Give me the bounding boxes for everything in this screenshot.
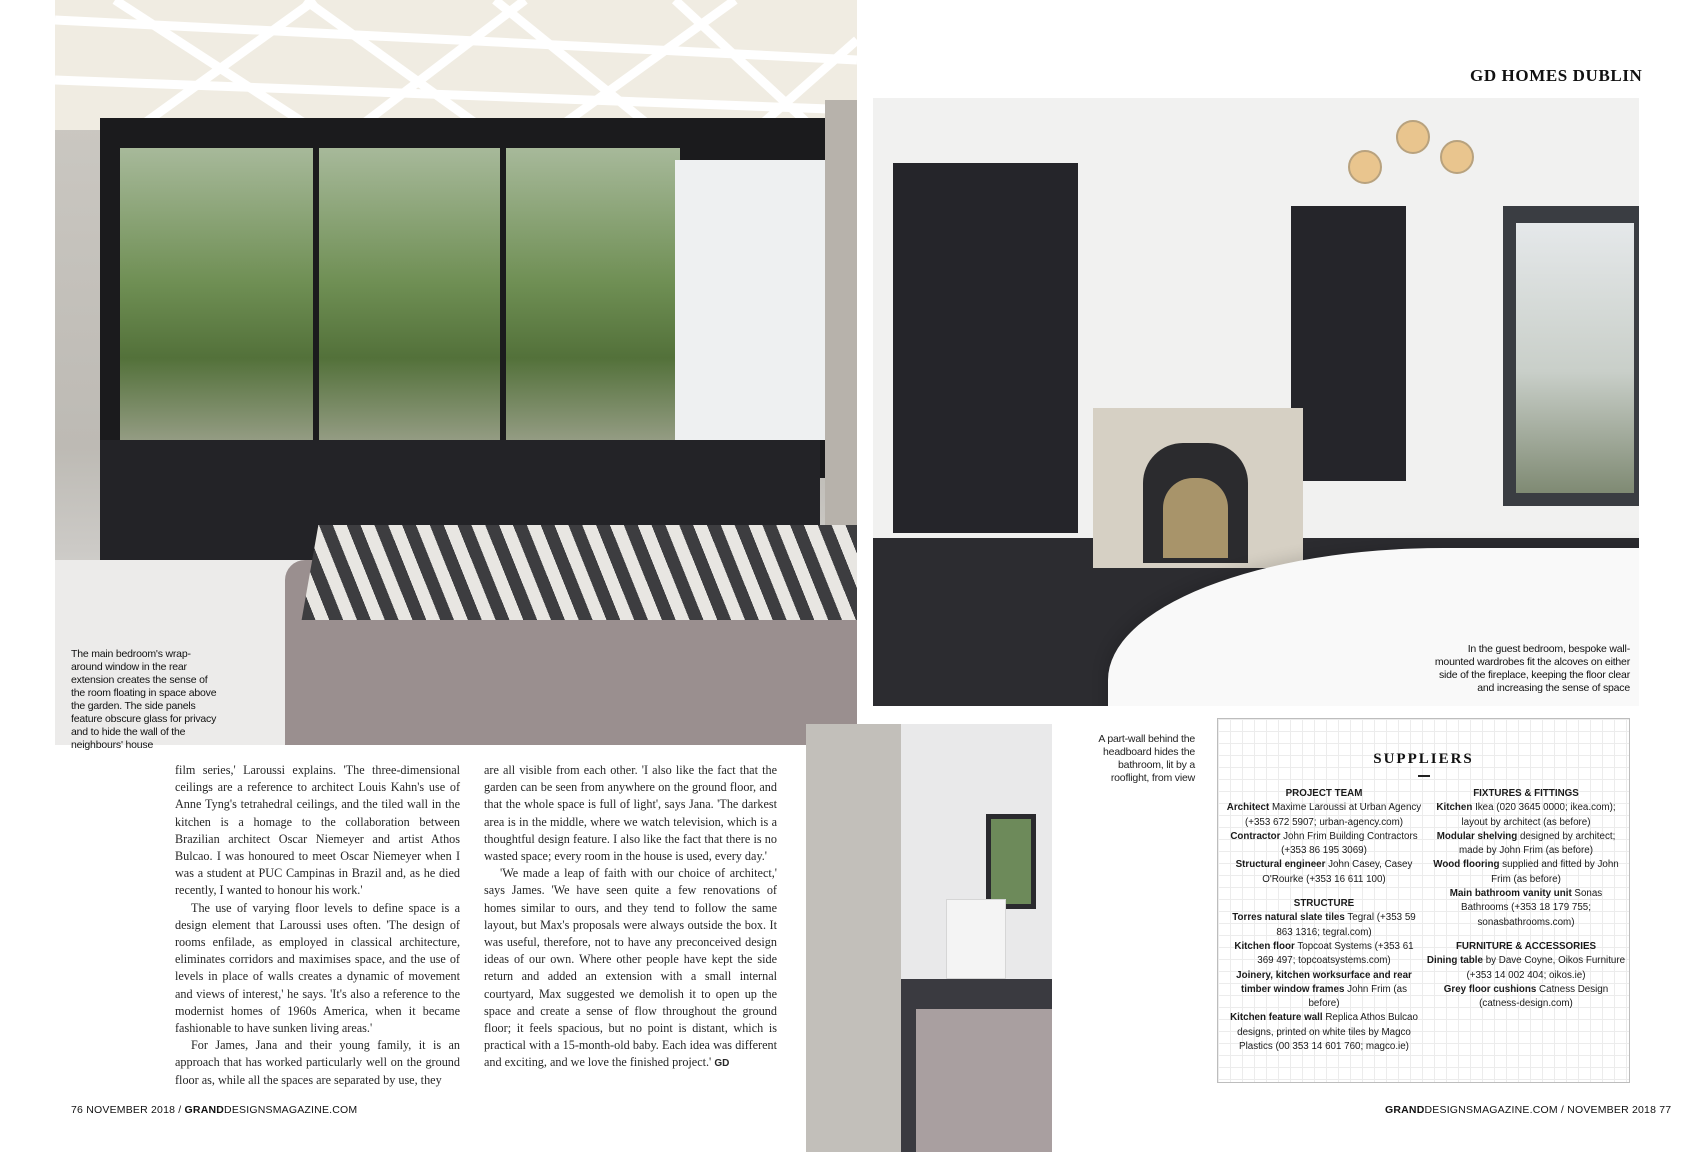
supplier-section-heading: FIXTURES & FITTINGS <box>1473 788 1579 799</box>
article-paragraph: For James, Jana and their young family, it is an approach that has worked particularly well on the ground floor as, while all the spaces are separated by use, they <box>175 1038 460 1087</box>
suppliers-box <box>1217 718 1630 1083</box>
end-mark-logo: GD <box>714 1058 730 1070</box>
pendant-light <box>1348 120 1478 190</box>
supplier-entry <box>1226 1011 1422 1054</box>
supplier-details: designed by architect; made by John Frim (as before) <box>1459 830 1616 857</box>
footer-site: DESIGNSMAGAZINE.COM <box>224 1104 358 1116</box>
bathroom-window <box>986 814 1036 909</box>
suppliers-column-left <box>1226 787 1422 1054</box>
supplier-label: Wood flooring <box>1433 859 1500 871</box>
tetrahedral-ceiling <box>55 0 857 130</box>
section-header: GD HOMES DUBLIN <box>1470 66 1643 85</box>
footer-site-brand: GRAND <box>184 1104 225 1116</box>
main-bedroom-photo <box>55 0 857 745</box>
suppliers-column-right <box>1426 787 1626 1011</box>
guest-bedroom-caption: In the guest bedroom, bespoke wall-mounted wardrobes fit the alcoves on either side of the fireplace, keeping the floor clear and increasing the sense of space <box>1434 643 1630 694</box>
supplier-details: Sonas Bathrooms (+353 18 179 755; sonasbathrooms.com) <box>1461 888 1603 928</box>
article-paragraph-text: 'We made a leap of faith with our choice of architect,' says James. 'We have seen quite a few renovations of homes similar to ours, and they tend to follow the same layout, but Max's proposals were always outside the box. It was useful, therefore, not to have any preconceived design ideas of our own. Where other people have kept the side return and added an extension with a small internal courtyard, Max suggested we demolish it to open up the space and create a sense of flow throughout the ground floor; it feels spacious, but no point is distant, which is practical with a 15-month-old baby. Each idea was different and exciting, and we love the finished project.' <box>484 866 777 1070</box>
supplier-label: Structural engineer <box>1235 859 1326 871</box>
chevron-throw <box>302 525 857 620</box>
supplier-label: Kitchen floor <box>1234 940 1295 952</box>
supplier-entry <box>1226 801 1422 830</box>
supplier-entry <box>1426 983 1626 1012</box>
wardrobe-right <box>1291 206 1406 481</box>
supplier-details: John Frim (as before) <box>1308 983 1408 1010</box>
supplier-entry <box>1226 911 1422 940</box>
footer-date: / NOVEMBER 2018 <box>1557 1104 1660 1116</box>
window-mullion <box>500 148 506 448</box>
supplier-label: Dining table <box>1426 955 1483 967</box>
supplier-label: Architect <box>1226 802 1270 814</box>
supplier-label: Torres natural slate tiles <box>1232 912 1345 924</box>
obscure-glass-panel <box>675 160 825 440</box>
footer-site-brand: GRAND <box>1385 1104 1425 1116</box>
supplier-label: Kitchen <box>1436 802 1473 814</box>
supplier-section-heading: PROJECT TEAM <box>1285 788 1363 799</box>
footer-site: DESIGNSMAGAZINE.COM <box>1424 1104 1558 1116</box>
supplier-entry <box>1426 887 1626 930</box>
main-bedroom-caption: The main bedroom's wrap-around window in the rear extension creates the sense of the room floating in space above the garden. The side panels feature obscure glass for privacy and to hide the wall of the neighbours' house <box>71 648 217 751</box>
supplier-label: Main bathroom vanity unit <box>1449 888 1572 900</box>
supplier-entry <box>1426 858 1626 887</box>
wardrobe-left <box>893 163 1078 533</box>
article-column-1 <box>175 762 460 1089</box>
footer-right <box>1385 1104 1671 1116</box>
supplier-details: Maxime Laroussi at Urban Agency (+353 672 5907; urban-agency.com) <box>1244 802 1422 828</box>
supplier-label: Contractor <box>1230 830 1281 842</box>
window-mullion <box>313 148 319 448</box>
bathroom-photo <box>806 724 1052 1152</box>
supplier-entry <box>1426 830 1626 859</box>
supplier-entry <box>1226 858 1422 887</box>
supplier-details: by Dave Coyne, Oikos Furniture (+353 14 002 404; oikos.ie) <box>1466 955 1626 981</box>
title-rule <box>1418 775 1430 777</box>
window-view <box>1516 223 1634 493</box>
supplier-details: John Frim Building Contractors (+353 86 195 3069) <box>1280 830 1418 857</box>
supplier-details: Topcoat Systems (+353 61 369 497; topcoatsystems.com) <box>1257 940 1414 967</box>
supplier-details: John Casey, Casey O'Rourke (+353 16 611 100) <box>1262 859 1413 885</box>
supplier-entry <box>1226 940 1422 969</box>
supplier-details: Replica Athos Bulcao designs, printed on white tiles by Magco Plastics (00 353 14 601 760; magco.ie) <box>1237 1012 1418 1053</box>
footer-date: NOVEMBER 2018 / <box>83 1104 185 1116</box>
supplier-details: Tegral (+353 59 863 1316; tegral.com) <box>1276 912 1416 938</box>
article-paragraph: The use of varying floor levels to define space is a design element that Laroussi uses often. 'The design of rooms enfilade, as employed in classical architecture, eliminates corridors and maximises space, and the use of levels in place of walls creates a dynamic of movement and views of interest,' he says. 'It's also a reference to the modernist homes of 1960s America, when it became fashionable to have sunken living areas.' <box>175 900 460 1036</box>
supplier-entry <box>1426 801 1626 830</box>
supplier-label: Joinery, kitchen worksurface and rear timber window frames <box>1236 969 1412 995</box>
article-paragraph: film series,' Laroussi explains. 'The three-dimensional ceilings are a reference to architect Louis Kahn's use of Anne Tyng's tetrahedral ceilings, and the tiled wall in the kitchen is a homage to the collaboration between Brazilian architect Oscar Niemeyer and artist Athos Bulcao. I was honoured to meet Oscar Niemeyer when I was a student at PUC Campinas in Brazil and, as he died recently, I wanted to honour his work.' <box>175 763 460 898</box>
page-number: 76 <box>71 1104 84 1116</box>
ceiling-pattern <box>55 0 857 130</box>
supplier-entry <box>1426 954 1626 983</box>
article-paragraph-final <box>484 865 777 1072</box>
page-number: 77 <box>1659 1104 1672 1116</box>
supplier-section-heading: STRUCTURE <box>1293 898 1355 910</box>
article-column-2 <box>484 762 777 1073</box>
supplier-details: Ikea (020 3645 0000; ikea.com); layout by architect (as before) <box>1461 802 1616 828</box>
fireplace-insert <box>1163 478 1228 558</box>
supplier-details: Catness Design (catness-design.com) <box>1479 983 1609 1010</box>
supplier-section-heading: FURNITURE & ACCESSORIES <box>1455 940 1597 952</box>
supplier-label: Grey floor cushions <box>1443 983 1537 995</box>
supplier-label: Kitchen feature wall <box>1230 1012 1323 1024</box>
vanity-unit <box>946 899 1006 979</box>
supplier-entry <box>1226 969 1422 1012</box>
article-paragraph: are all visible from each other. 'I also like the fact that the garden can be seen from anywhere on the ground floor, and that the whole space is full of light', says Jana. 'The darkest area is in the middle, where we watch television, which is a thoughtful design feature. I also like the fact that there is no wasted space; every room in the house is used, every day.' <box>484 763 777 864</box>
footer-left <box>71 1104 357 1116</box>
guest-bedroom-photo <box>873 98 1639 706</box>
supplier-entry <box>1226 830 1422 859</box>
window-garden-view <box>120 148 680 448</box>
supplier-label: Modular shelving <box>1436 830 1518 842</box>
suppliers-title: SUPPLIERS <box>1373 751 1474 767</box>
bathroom-caption: A part-wall behind the headboard hides the bathroom, lit by a rooflight, from view <box>1098 733 1195 784</box>
supplier-details: supplied and fitted by John Frim (as before) <box>1491 859 1619 885</box>
bed <box>916 1009 1052 1152</box>
part-wall <box>806 724 901 1152</box>
